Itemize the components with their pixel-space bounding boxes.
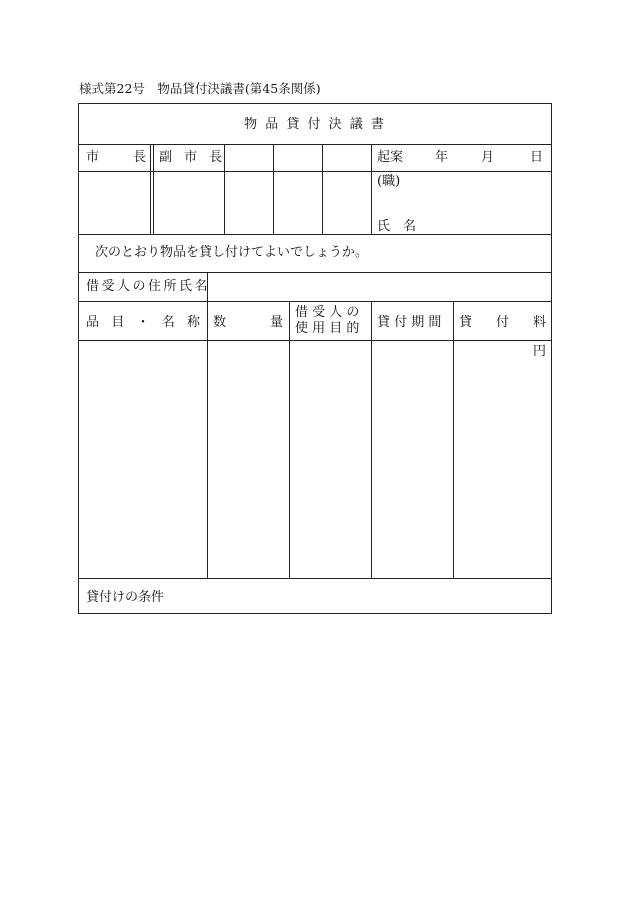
conditions-label: 貸付けの条件 [86, 590, 165, 605]
name-label: 氏 名 [377, 219, 417, 234]
vice-mayor-label: 副 市 長 [159, 150, 227, 165]
quantity-header: 数 量 [213, 315, 283, 330]
item-name-header: 品 目 ・ 名 称 [86, 315, 200, 330]
position-label: (職) [377, 174, 401, 189]
borrower-label: 借受人の住所氏名 [86, 279, 211, 294]
statement-text: 次のとおり物品を貸し付けてよいでしょうか。 [95, 245, 369, 260]
fee-header: 貸 付 料 [459, 315, 546, 330]
fee-cell[interactable] [454, 360, 551, 578]
loan-period-header: 貸 付 期 間 [377, 315, 442, 330]
mayor-label: 市 長 [86, 150, 146, 165]
quantity-cell[interactable] [208, 341, 289, 578]
loan-period-cell[interactable] [372, 341, 453, 578]
loan-decision-form: 物 品 貸 付 決 議 書 市 長 副 市 長 起案 年 月 日 (職) 氏 名 次のとおり物品を貸し付けてよいでしょうか。 借受人の住所氏名 品 目 ・ 名 称 数 量 借 受 人 の 使 用 目 的 貸 付 期 間 貸 付 料 円 貸付けの条件 [78, 103, 552, 614]
form-title: 物 品 貸 付 決 議 書 [244, 117, 386, 132]
yen-unit: 円 [532, 344, 546, 359]
item-name-cell[interactable] [79, 341, 207, 578]
purpose-header: 借 受 人 の 使 用 目 的 [295, 305, 360, 336]
form-caption: 様式第22号 物品貸付決議書(第45条関係) [79, 81, 321, 96]
borrower-field[interactable] [208, 273, 551, 301]
purpose-cell[interactable] [290, 341, 371, 578]
